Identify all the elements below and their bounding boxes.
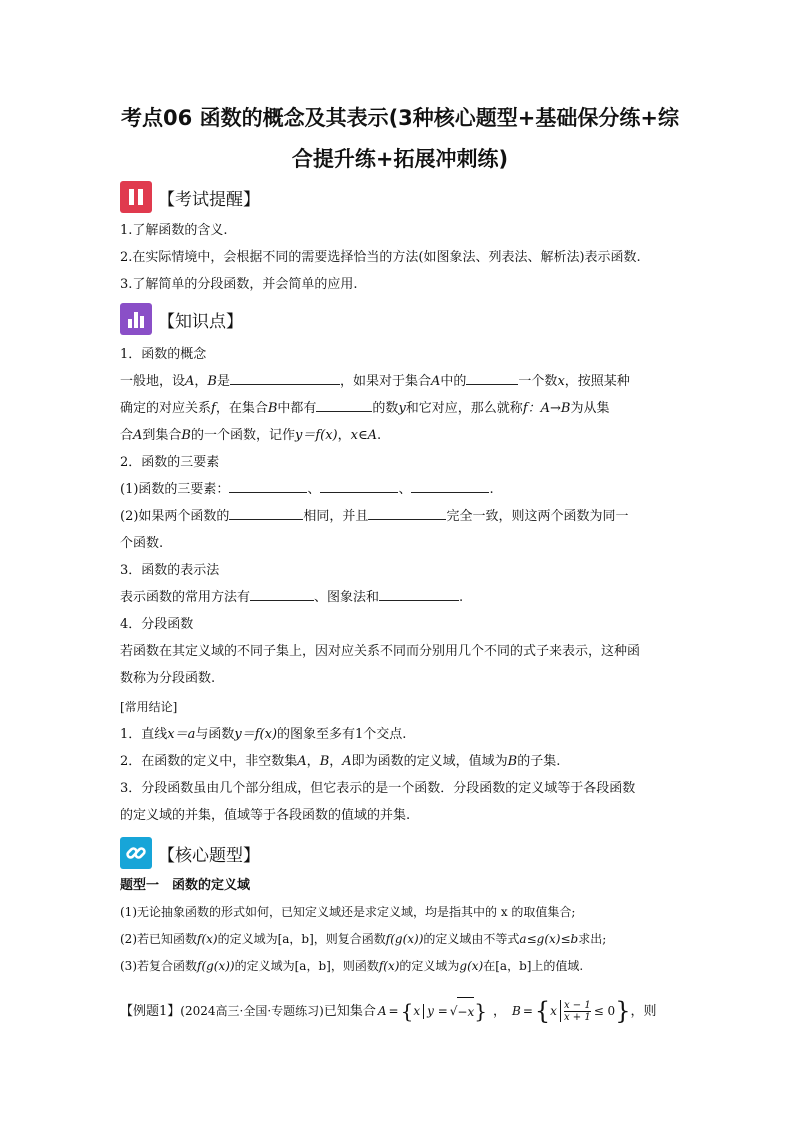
k1-head: 1．函数的概念 [120,347,207,362]
answer-blank[interactable] [229,505,303,520]
reminder-item-2: 2.在实际情境中，会根据不同的需要选择恰当的方法(如图象法、列表法、解析法)表示函数. [120,250,641,265]
k2-line-1: (1)函数的三要素： 、 、 . [120,476,680,503]
example-source: (2024高三·全国·专题练习) [180,1003,324,1018]
section-reminder-header [120,180,260,214]
example-1: 【例题1】 (2024高三·全国·专题练习) 已知集合 A = { x y = √ −x } ， B = { x $\frac{x - 1}{x + 1}$ ≤ 0 } ，则 [120,996,657,1025]
k4-line-2: 数称为分段函数. [120,671,216,686]
k1-para-line-2: 确定的对应关系f，在集合B中都有 的数y和它对应，那么就称f：A→B为从集 [120,395,680,422]
k1-para-line-1: 一般地，设A，B是 ，如果对于集合A中的 一个数x，按照某种 [120,368,680,395]
reminder-item-1: 1.了解函数的含义. [120,223,228,238]
k3-head: 3．函数的表示法 [120,563,220,578]
link-chain-icon [120,837,152,869]
section-reminder-title: 【考试提醒】 [158,189,260,210]
title-line-1: 考点06 函数的概念及其表示(3种核心题型+基础保分练+综 [121,106,679,130]
title-line-2: 合提升练+拓展冲刺练) [291,147,509,171]
k4-line-1: 若函数在其定义域的不同子集上，因对应关系不同而分别用几个不同的式子来表示，这种函 [120,644,641,659]
type1-rule-2: (2)若已知函数f(x)的定义域为[a，b]，则复合函数f(g(x))的定义域由不等式a≤g(x)≤b求出; [120,932,607,946]
answer-blank[interactable] [411,478,489,493]
set-a-formula: A = { x y = √ −x } [378,997,487,1026]
conclusion-3-line-2: 的定义域的并集，值域等于各段函数的值域的并集. [120,808,411,823]
conclusion-2: 2．在函数的定义中，非空数集A，B，A即为函数的定义域，值域为B的子集. [120,754,561,769]
answer-blank[interactable] [250,586,314,601]
type1-rule-3: (3)若复合函数f(g(x))的定义域为[a，b]，则函数f(x)的定义域为g(x)在[a，b]上的值域. [120,959,584,973]
answer-blank[interactable] [316,397,372,412]
answer-blank[interactable] [466,370,518,385]
conclusion-3-line-1: 3．分段函数虽由几个部分组成，但它表示的是一个函数．分段函数的定义域等于各段函数 [120,781,636,796]
conclusion-1: 1．直线x＝a与函数y＝f(x)的图象至多有1个交点. [120,727,407,742]
set-b-formula: B = { x $\frac{x - 1}{x + 1}$ ≤ 0 } [511,996,631,1025]
example-tag: 【例题1】 [120,1003,181,1019]
type1-rule-1: (1)无论抽象函数的形式如何，已知定义域还是求定义域，均是指其中的 x 的取值集合; [120,905,576,919]
answer-blank[interactable] [368,505,446,520]
k1-para-line-3: 合A到集合B的一个函数，记作y＝f(x)，x∈A. [120,428,382,443]
k2-head: 2．函数的三要素 [120,455,220,470]
answer-blank[interactable] [320,478,398,493]
k2-line-3: 个函数. [120,536,164,551]
conclusions-head: [常用结论] [120,700,178,714]
answer-blank[interactable] [229,478,307,493]
type1-head: 题型一 函数的定义域 [120,878,251,893]
pause-bars-icon [120,181,152,213]
reminder-item-3: 3.了解简单的分段函数，并会简单的应用. [120,277,358,292]
section-core-title: 【核心题型】 [158,845,260,866]
answer-blank[interactable] [230,370,340,385]
section-core-header [120,836,260,870]
section-knowledge-title: 【知识点】 [158,311,243,332]
answer-blank[interactable] [379,586,459,601]
k4-head: 4．分段函数 [120,617,194,632]
document-title [110,98,690,180]
bar-chart-icon [120,303,152,335]
section-knowledge-header [120,302,243,336]
k3-line-1: 表示函数的常用方法有 、图象法和 . [120,584,680,611]
k2-line-2: (2)如果两个函数的 相同，并且 完全一致，则这两个函数为同一 [120,503,680,530]
